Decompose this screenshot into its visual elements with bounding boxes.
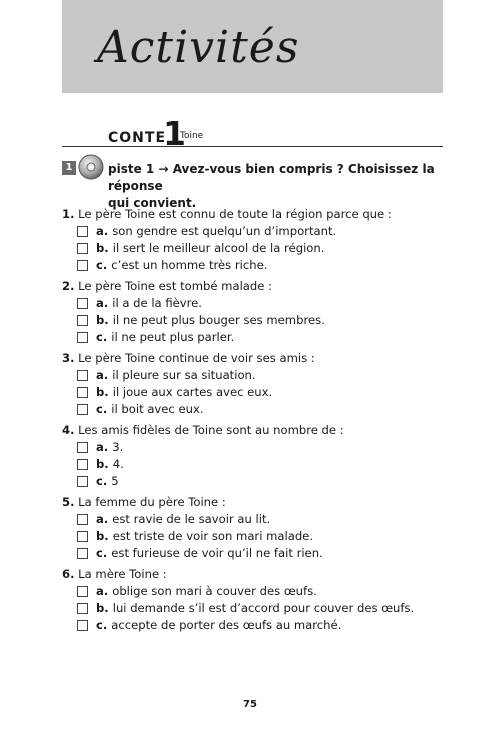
option-text: il ne peut plus bouger ses membres. <box>112 313 325 327</box>
question-line <box>62 278 443 295</box>
answer-checkbox[interactable] <box>77 586 88 597</box>
question-list <box>62 206 443 638</box>
question-block <box>62 350 443 418</box>
answer-checkbox[interactable] <box>77 370 88 381</box>
option-letter: a. <box>96 224 109 238</box>
option-text: il pleure sur sa situation. <box>112 368 256 382</box>
question-number: 5. <box>62 495 75 509</box>
option-letter: c. <box>96 546 108 560</box>
conte-subtitle: Toine <box>180 131 204 141</box>
option-text: est furieuse de voir qu’il ne fait rien. <box>111 546 323 560</box>
option-text: il a de la fièvre. <box>112 296 202 310</box>
option-text: lui demande s’il est d’accord pour couver des œufs. <box>112 601 415 615</box>
answer-checkbox[interactable] <box>77 260 88 271</box>
question-block <box>62 422 443 490</box>
answer-checkbox[interactable] <box>77 298 88 309</box>
question-text: Le père Toine continue de voir ses amis : <box>78 351 315 365</box>
answer-option <box>62 439 443 456</box>
answer-option <box>62 511 443 528</box>
answer-checkbox[interactable] <box>77 531 88 542</box>
answer-option <box>62 473 443 490</box>
answer-option <box>62 384 443 401</box>
answer-option <box>62 367 443 384</box>
option-letter: b. <box>96 241 109 255</box>
answer-option <box>62 295 443 312</box>
answer-checkbox[interactable] <box>77 404 88 415</box>
option-letter: a. <box>96 296 109 310</box>
option-text: il joue aux cartes avec eux. <box>112 385 273 399</box>
option-text: son gendre est quelqu’un d’important. <box>112 224 337 238</box>
question-line <box>62 422 443 439</box>
question-block <box>62 278 443 346</box>
answer-checkbox[interactable] <box>77 442 88 453</box>
question-line <box>62 566 443 583</box>
option-text: il sert le meilleur alcool de la région. <box>112 241 325 255</box>
option-letter: b. <box>96 457 109 471</box>
option-text: est ravie de le savoir au lit. <box>112 512 271 526</box>
option-text: 3. <box>112 440 124 454</box>
option-text: il ne peut plus parler. <box>111 330 235 344</box>
answer-checkbox[interactable] <box>77 514 88 525</box>
option-letter: b. <box>96 313 109 327</box>
page-title: Activités <box>97 22 300 73</box>
question-text: La femme du père Toine : <box>78 495 226 509</box>
instruction-text: Avez-vous bien compris ? Choisissez la réponse <box>108 162 435 193</box>
answer-option <box>62 401 443 418</box>
answer-checkbox[interactable] <box>77 226 88 237</box>
question-text: Les amis fidèles de Toine sont au nombre de : <box>78 423 344 437</box>
answer-checkbox[interactable] <box>77 459 88 470</box>
option-letter: c. <box>96 474 108 488</box>
answer-option <box>62 257 443 274</box>
option-text: est triste de voir son mari malade. <box>112 529 314 543</box>
question-number: 4. <box>62 423 75 437</box>
conte-heading <box>62 114 443 153</box>
conte-rule <box>62 146 443 147</box>
page-number: 75 <box>243 699 257 710</box>
question-number: 1. <box>62 207 75 221</box>
option-text: 4. <box>112 457 124 471</box>
question-line <box>62 494 443 511</box>
question-block <box>62 206 443 274</box>
answer-checkbox[interactable] <box>77 332 88 343</box>
answer-option <box>62 456 443 473</box>
instruction-text-continued: qui convient. <box>108 196 197 210</box>
cd-audio-icon <box>78 154 104 180</box>
option-letter: c. <box>96 258 108 272</box>
option-letter: b. <box>96 601 109 615</box>
question-number: 6. <box>62 567 75 581</box>
option-letter: b. <box>96 385 109 399</box>
question-text: Le père Toine est connu de toute la région parce que : <box>78 207 392 221</box>
answer-checkbox[interactable] <box>77 387 88 398</box>
option-letter: c. <box>96 402 108 416</box>
question-text: La mère Toine : <box>78 567 167 581</box>
arrow-glyph: → <box>158 162 169 176</box>
answer-option <box>62 312 443 329</box>
question-line <box>62 350 443 367</box>
question-line <box>62 206 443 223</box>
track-label: piste 1 <box>108 162 155 176</box>
question-number: 3. <box>62 351 75 365</box>
question-number: 2. <box>62 279 75 293</box>
conte-number: 1 <box>163 114 186 153</box>
answer-checkbox[interactable] <box>77 603 88 614</box>
answer-option <box>62 545 443 562</box>
answer-option <box>62 223 443 240</box>
answer-option <box>62 600 443 617</box>
option-letter: b. <box>96 529 109 543</box>
option-letter: c. <box>96 330 108 344</box>
answer-checkbox[interactable] <box>77 476 88 487</box>
option-text: c’est un homme très riche. <box>111 258 268 272</box>
option-letter: a. <box>96 584 109 598</box>
answer-checkbox[interactable] <box>77 315 88 326</box>
question-text: Le père Toine est tombé malade : <box>78 279 272 293</box>
answer-option <box>62 329 443 346</box>
answer-checkbox[interactable] <box>77 620 88 631</box>
option-text: oblige son mari à couver des œufs. <box>112 584 317 598</box>
question-block <box>62 566 443 634</box>
option-text: 5 <box>111 474 119 488</box>
activity-text <box>108 161 444 212</box>
conte-word: CONTE <box>108 130 167 146</box>
question-block <box>62 494 443 562</box>
answer-checkbox[interactable] <box>77 548 88 559</box>
option-letter: a. <box>96 368 109 382</box>
option-letter: a. <box>96 440 109 454</box>
activity-number-badge: 1 <box>62 161 76 175</box>
answer-option <box>62 528 443 545</box>
option-letter: c. <box>96 618 108 632</box>
option-text: accepte de porter des œufs au marché. <box>111 618 342 632</box>
answer-checkbox[interactable] <box>77 243 88 254</box>
option-letter: a. <box>96 512 109 526</box>
option-text: il boit avec eux. <box>111 402 204 416</box>
answer-option <box>62 583 443 600</box>
answer-option <box>62 617 443 634</box>
answer-option <box>62 240 443 257</box>
